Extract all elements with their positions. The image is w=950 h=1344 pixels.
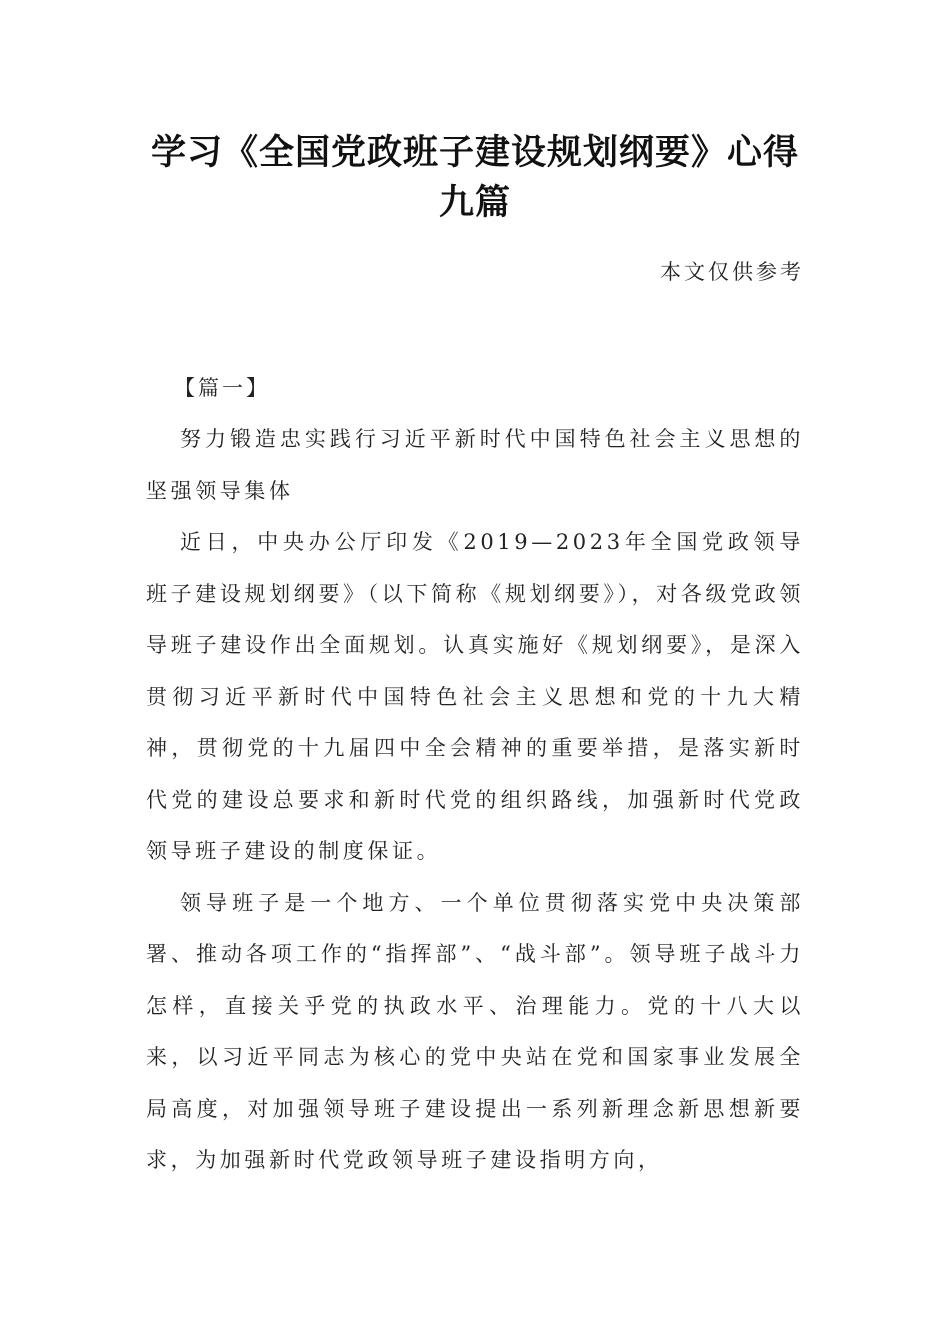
reference-note: 本文仅供参考	[660, 260, 804, 284]
paragraph-1: 努力锻造忠实践行习近平新时代中国特色社会主义思想的坚强领导集体	[146, 427, 804, 503]
paragraph-2: 近日，中央办公厅印发《2019—2023年全国党政领导班子建设规划纲要》（以下简称《规划纲要》），对各级党政领导班子建设作出全面规划。认真实施好《规划纲要》，是深入贯彻习近平新时代中国特色社会主义思想和党的十九大精神，贯彻党的十九届四中全会精神的重要举措，是落实新时代党的建设总要求和新时代党的组织路线，加强新时代党政领导班子建设的制度保证。	[146, 530, 804, 863]
title-line-2: 九篇	[438, 183, 511, 223]
paragraph-3: 领导班子是一个地方、一个单位贯彻落实党中央决策部署、推动各项工作的“指挥部”、“战斗部”。领导班子战斗力怎样，直接关乎党的执政水平、治理能力。党的十八大以来，以习近平同志为核心的党中央站在党和国家事业发展全局高度，对加强领导班子建设提出一系列新理念新思想新要求，为加强新时代党政领导班子建设指明方向，	[146, 890, 804, 1172]
document-body	[146, 362, 804, 1187]
title-line-1: 学习《全国党政班子建设规划纲要》心得	[150, 133, 799, 173]
document-title	[110, 128, 840, 228]
section-label: 【篇一】	[174, 376, 270, 400]
